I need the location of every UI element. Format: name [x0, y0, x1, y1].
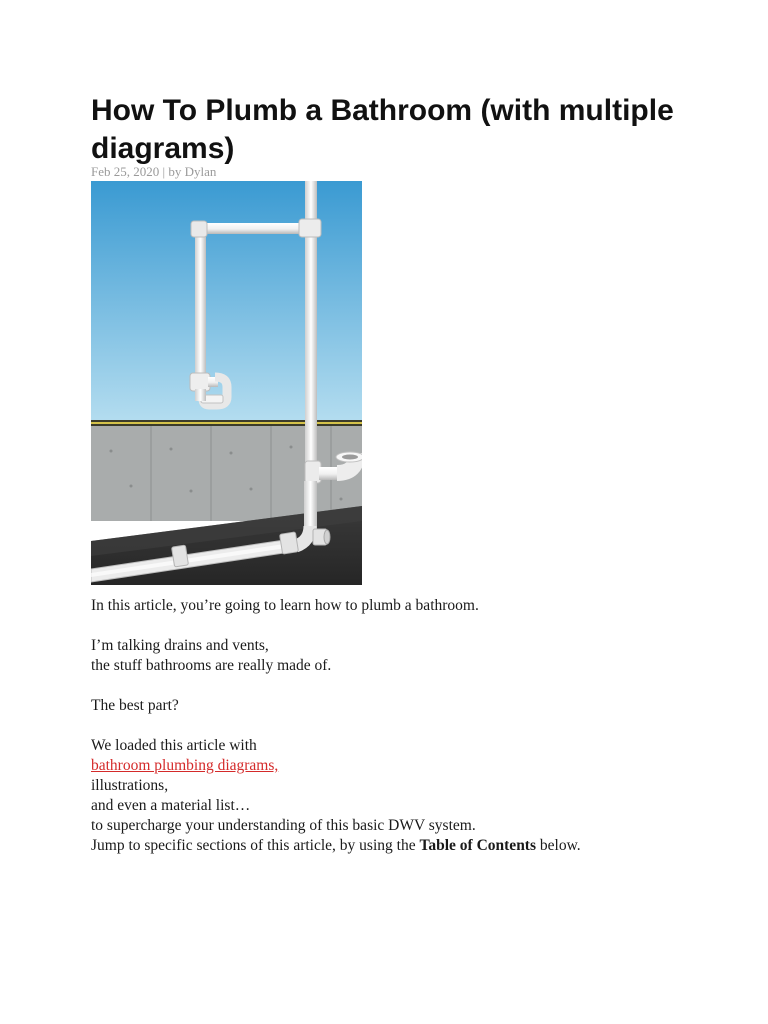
meta-separator: | by: [159, 164, 185, 179]
hero-image: [91, 181, 362, 585]
plumbing-diagram-illustration: [91, 181, 362, 585]
paragraph-best-part: The best part?: [91, 697, 179, 714]
article-body: [91, 596, 711, 856]
article-date: Feb 25, 2020: [91, 164, 160, 179]
paragraph-supercharge: to supercharge your understanding of this basic DWV system.: [91, 817, 476, 834]
table-of-contents-label: Table of Contents: [419, 837, 537, 854]
article-meta: [91, 164, 216, 180]
page-title: How To Plumb a Bathroom (with multiple diagrams): [91, 94, 674, 165]
bathroom-plumbing-diagrams-link[interactable]: bathroom plumbing diagrams,: [91, 757, 279, 774]
paragraph-drains-line1: I’m talking drains and vents,: [91, 637, 269, 654]
paragraph-material-list: and even a material list…: [91, 797, 251, 814]
paragraph-loaded-line1: We loaded this article with: [91, 737, 257, 754]
paragraph-drains-line2: the stuff bathrooms are really made of.: [91, 657, 332, 674]
paragraph-intro: In this article, you’re going to learn how to plumb a bathroom.: [91, 597, 479, 614]
author-link[interactable]: Dylan: [184, 164, 217, 179]
jump-text: Jump to specific sections of this article, by using the: [91, 837, 420, 854]
paragraph-jump: [91, 836, 711, 856]
paragraph-illustrations: illustrations,: [91, 777, 169, 794]
jump-text-end: below.: [536, 837, 581, 854]
